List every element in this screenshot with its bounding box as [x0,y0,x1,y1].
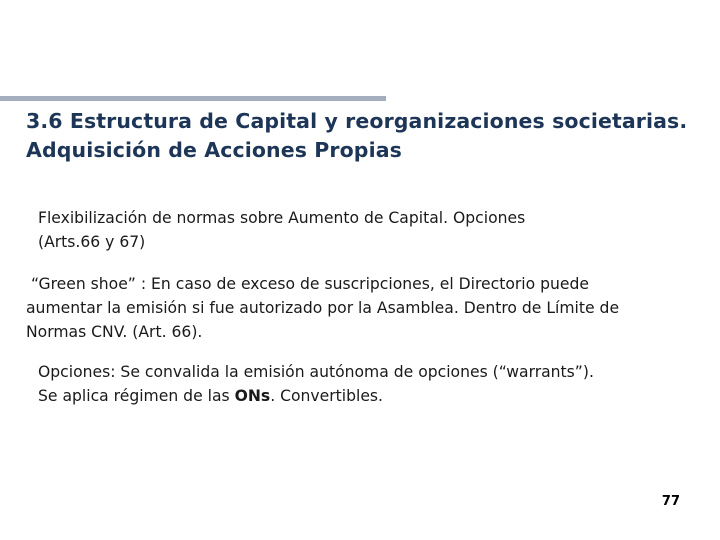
paragraph-line: “Green shoe” : En caso de exceso de suscripciones, el Directorio puede [26,275,589,293]
slide-title: 3.6 Estructura de Capital y reorganizaciones societarias. Adquisición de Acciones Propias [26,109,688,162]
ons-emphasis: ONs [234,387,271,405]
paragraph-green-shoe [26,272,718,344]
title-accent-bar [0,96,386,101]
paragraph-line-end: . Convertibles. [270,387,383,405]
page-number: 77 [661,494,680,509]
paragraph-line: aumentar la emisión si fue autorizado por la Asamblea. Dentro de Límite de [26,299,620,317]
paragraph-line: Flexibilización de normas sobre Aumento de Capital. Opciones [38,209,526,227]
paragraph-line: (Arts.66 y 67) [38,233,146,251]
paragraph-line: Normas CNV. (Art. 66). [26,323,203,341]
paragraph-options [38,360,708,408]
paragraph-capital-increase [38,206,678,254]
paragraph-line-start: Se aplica régimen de las [38,387,235,405]
paragraph-line: Opciones: Se convalida la emisión autónoma de opciones (“warrants”). [38,363,594,381]
